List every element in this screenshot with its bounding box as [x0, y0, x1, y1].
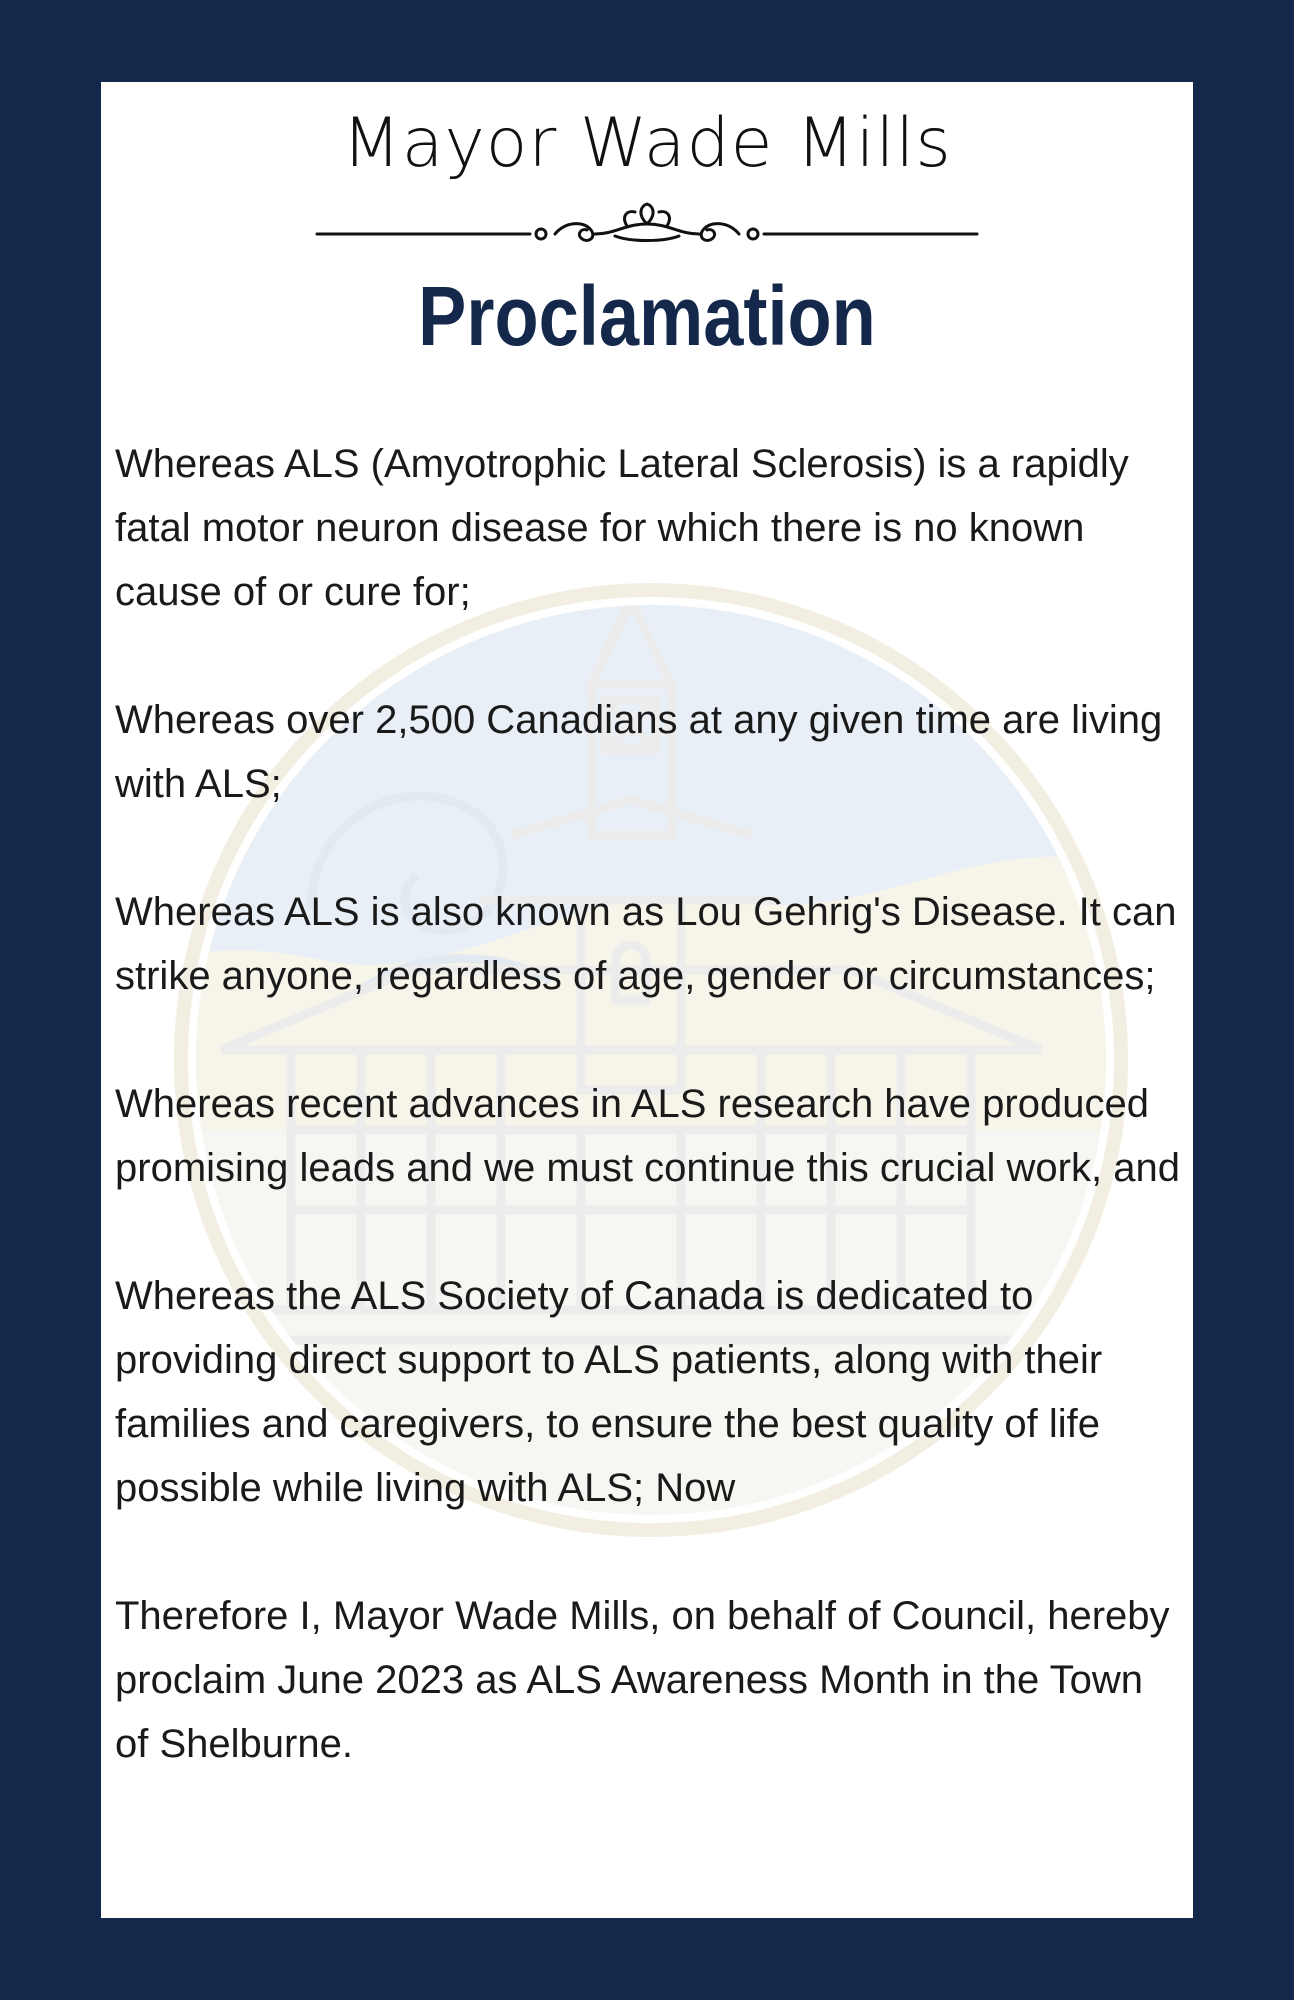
whereas-paragraph-5: Whereas the ALS Society of Canada is dedicated to providing direct support to ALS patients, along with their families and caregivers, to ensure the best quality of life possible while living with ALS; Now [115, 1274, 1103, 1510]
proclamation-title: Proclamation [418, 269, 876, 363]
ornamental-divider-icon [315, 202, 979, 252]
proclamation-card [101, 82, 1193, 1918]
mayor-name: Mayor Wade Mills [342, 104, 952, 183]
whereas-paragraph-4: Whereas recent advances in ALS research have produced promising leads and we must continue this crucial work, and [115, 1082, 1180, 1190]
whereas-paragraph-2: Whereas over 2,500 Canadians at any given time are living with ALS; [115, 698, 1163, 806]
whereas-paragraph-1: Whereas ALS (Amyotrophic Lateral Sclerosis) is a rapidly fatal motor neuron disease for which there is no known cause of or cure for; [115, 442, 1129, 614]
therefore-paragraph: Therefore I, Mayor Wade Mills, on behalf of Council, hereby proclaim June 2023 as ALS Awareness Month in the Town of Shelburne. [115, 1594, 1170, 1766]
proclamation-body [115, 432, 1185, 1776]
whereas-paragraph-3: Whereas ALS is also known as Lou Gehrig's Disease. It can strike anyone, regardless of age, gender or circumstances; [115, 890, 1177, 998]
